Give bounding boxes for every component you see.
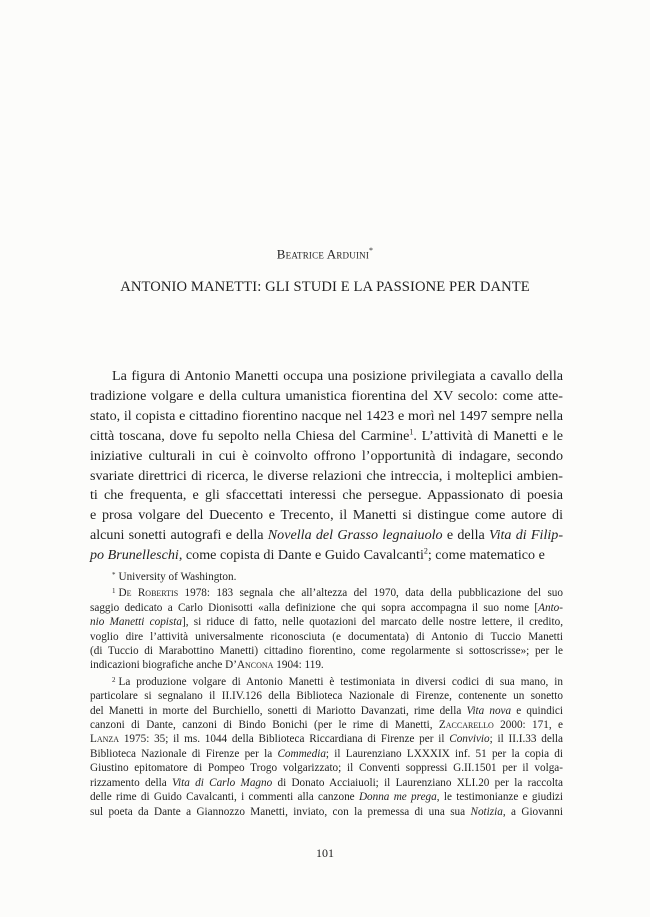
footnote-ref-1: 1 xyxy=(409,427,414,437)
body-line: città toscana, dove fu sepolto nella Chiesa del Carmine$^1$. L’attività di Manetti e le xyxy=(90,427,564,444)
footnote-2: $^2$ La produzione volgare di Antonio Manetti è testimoniata in diversi codici di sua mano, in xyxy=(112,675,563,688)
footnote-line: particolare si segnalano il II.IV.126 della Biblioteca Nazionale di Firenze, contenente un sonetto xyxy=(90,690,563,703)
footnote-line: del Manetti in morte del Burchiello, sonetti di Mariotto Davanzati, rime della Vita nova e quindici xyxy=(90,704,563,717)
body-text xyxy=(90,367,563,566)
body-line: stato, il copista e cittadino fiorentino nacque nel 1423 e morì nel 1497 sempre nella xyxy=(90,407,563,424)
footnote-line: Biblioteca Nazionale di Firenze per la Commedia; il Laurenziano LXXXIX inf. 51 per la copia di xyxy=(90,747,563,760)
footnote-1: $^1$ De Robertis 1978: 183 segnala che all’altezza del 1970, data della pubblicazione del suo xyxy=(112,587,563,600)
footnote-line: sul poeta da Dante a Giannozzo Manetti, inviato, con la premessa di una sua Notizia, a Giovanni xyxy=(90,805,564,818)
footnote-line: rizzamento della Vita di Carlo Magno di Donato Acciaiuoli; il Laurenziano XLI.20 per la raccolta xyxy=(90,776,563,789)
footnote-line: delle rime di Guido Cavalcanti, i commenti alla canzone Donna me prega, le testimonianze e giudizi xyxy=(90,791,563,804)
footnote-line: (di Tuccio di Marabottino Manetti) cittadino fiorentino, come regolarmente si sottoscrisse»; per le xyxy=(90,645,563,658)
author-footnote-mark: * xyxy=(369,246,374,255)
footnote-affiliation: * University of Washington. xyxy=(112,571,237,583)
footnote-line: Lanza 1975: 35; il ms. 1044 della Biblioteca Riccardiana di Firenze per il Convivio; il II.I.33 della xyxy=(90,733,563,746)
body-line: alcuni sonetti autografi e della Novella del Grasso legnaiuolo e della Vita di Filip- xyxy=(90,527,564,544)
body-line: svariate direttrici di ricerca, le diverse relazioni che intreccia, i molteplici ambien- xyxy=(90,467,563,484)
body-line: ti che frequenta, e gli sfaccettati interessi che persegue. Appassionato di poesia xyxy=(90,487,563,504)
body-line: po Brunelleschi, come copista di Dante e Guido Cavalcanti$^2$; come matematico e xyxy=(90,546,545,564)
author-name-text: Beatrice Arduini xyxy=(276,246,370,262)
footnote-line: saggio dedicato a Carlo Dionisotti «alla definizione che qui sopra accompagna il suo nome [Anto- xyxy=(90,601,563,614)
body-line: iniziative culturali in cui è coinvolto offrono l’opportunità di indagare, secondo xyxy=(90,447,563,464)
footnote-line: nio Manetti copista], si riduce di fatto, nelle quotazioni del marcato delle nostre lettere, il credito, xyxy=(90,616,563,629)
page-number: 101 xyxy=(316,846,334,860)
body-line: e prosa volgare del Duecento e Trecento, il Manetti si distingue come autore di xyxy=(90,507,563,524)
article-title: ANTONIO MANETTI: GLI STUDI E LA PASSIONE PER DANTE xyxy=(120,279,530,295)
footnote-line: Giustino epitomatore di Pompeo Trogo volgarizzato; il Conventi soppressi G.II.1501 per il volga- xyxy=(90,762,563,775)
author-name xyxy=(0,246,650,262)
body-line: La figura di Antonio Manetti occupa una posizione privilegiata a cavallo della xyxy=(112,368,563,384)
footnote-line: voglio dire l’attività universalmente riconosciuta (e documentata) di Antonio di Tuccio Manetti xyxy=(90,630,563,643)
footnote-ref-2: 2 xyxy=(423,546,428,556)
body-line: tradizione volgare e della cultura umanistica fiorentina del XV secolo: come atte- xyxy=(90,387,563,404)
footnote-line: canzoni di Dante, canzoni di Bindo Bonichi (per le rime di Manetti, Zaccarello 2000: 171, e xyxy=(90,719,563,732)
footnotes xyxy=(90,568,563,819)
footnote-line: indicazioni biografiche anche D’Ancona 1904: 119. xyxy=(90,659,324,672)
